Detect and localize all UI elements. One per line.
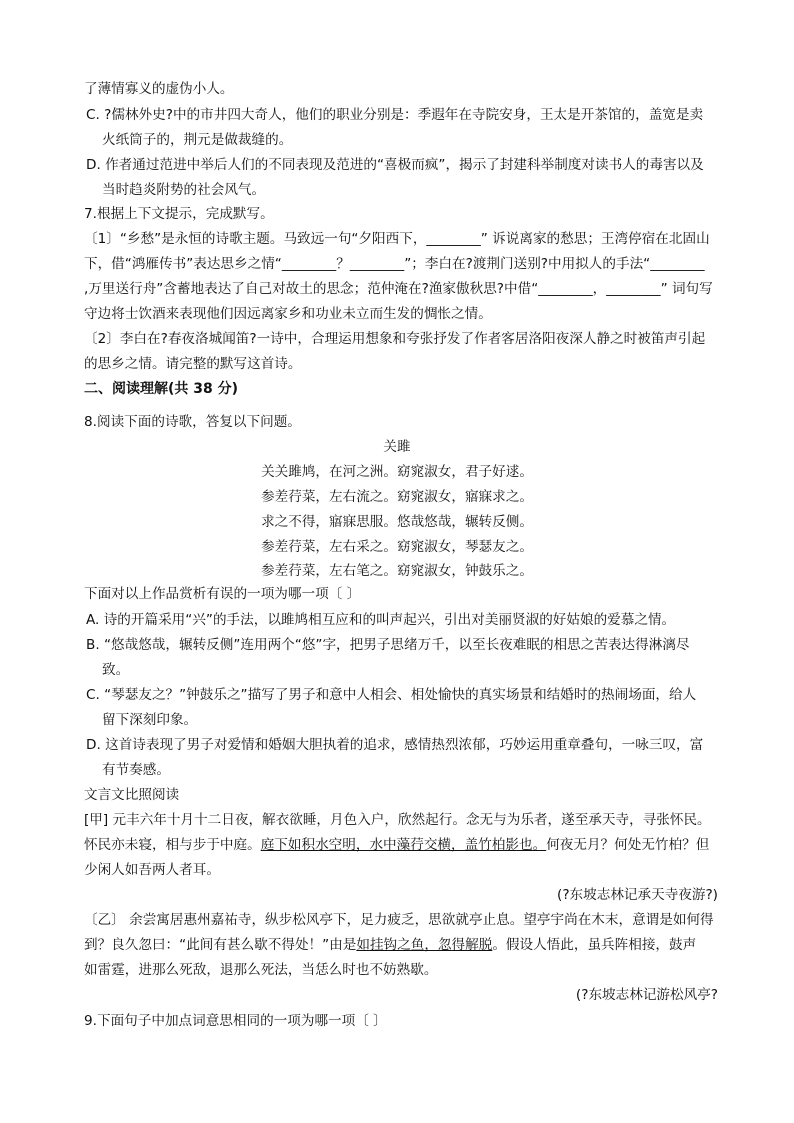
- poem-line: 参差荇菜，左右流之。窈窕淑女，寤寐求之。: [261, 489, 533, 505]
- option-b: B. “悠哉悠哉，辗转反侧”连用两个“悠”字，把男子思绪万千，以至长夜难眠的相思之苦表达得淋漓尽: [86, 637, 690, 653]
- option-a: A. 诗的开篇采用“兴”的手法，以雎鸠相互应和的叫声起兴，引出对美丽贤淑的好姑娘的爱慕之情。: [86, 612, 676, 628]
- passage-yi-line: 〔乙〕 余尝寓居惠州嘉祐寺，纵步松风亭下，足力疲乏，思欲就亭止息。望亭宇尚在木末，意谓是如何得: [84, 912, 714, 928]
- passage-yi-line: 如雷霆，进那么死敌，退那么死法，当恁么时也不妨熟歇。: [84, 962, 438, 978]
- question-7-part1: 〔1〕“乡愁”是永恒的诗歌主题。马致远一句“夕阳西下，________” 诉说离家的愁思；王湾停宿在北固山: [84, 231, 710, 247]
- passage-jia-source: (?东坡志林记承天寺夜游?): [557, 887, 718, 903]
- question-8-prompt: 下面对以上作品赏析有误的一项为哪一项〔 〕: [84, 586, 361, 602]
- poem-line: 求之不得，寤寐思服。悠哉悠哉，辗转反侧。: [261, 514, 533, 530]
- option-c-prev-cont: 火纸筒子的，荆元是做裁缝的。: [102, 132, 293, 148]
- option-c-cont: 留下深刻印象。: [102, 712, 198, 728]
- question-9-stem: 9.下面句子中加点词意思相同的一项为哪一项〔 〕: [84, 1013, 387, 1029]
- yi-text: 。假设人悟此，虽兵阵相接，鼓声: [492, 937, 697, 953]
- option-c: C. “琴瑟友之？”钟鼓乐之”描写了男子和意中人相会、相处愉快的真实场景和结婚时的热闹场面，给人: [86, 687, 697, 703]
- passage-jia-line: [甲] 元丰六年十月十二日夜，解衣欲睡，月色入户，欣然起行。念无与为乐者，遂至承天寺，寻张怀民。: [84, 812, 711, 828]
- question-8-stem: 8.阅读下面的诗歌，答复以下问题。: [84, 414, 301, 430]
- section-heading: 二、阅读理解(共 38 分): [84, 381, 239, 397]
- option-d-prev-cont: 当时趋炎附势的社会风气。: [102, 182, 266, 198]
- question-7-stem: 7.根据上下文提示，完成默写。: [84, 206, 274, 222]
- poem-line: 关关雎鸠，在河之洲。窈窕淑女，君子好逑。: [261, 464, 533, 480]
- option-b-cont: 致。: [102, 662, 130, 678]
- poem-title: 关雎: [383, 439, 411, 455]
- text-line: 了薄情寡义的虚伪小人。: [84, 81, 234, 97]
- passage-jia-line: [84, 835, 724, 857]
- jia-text: 何夜无月？何处无竹柏？但: [546, 837, 710, 853]
- jia-underlined-sentence: 庭下如积水空明，水中藻荇交横，盖竹柏影也。: [260, 837, 547, 853]
- classical-heading: 文言文比照阅读: [84, 787, 180, 803]
- passage-yi-line: [84, 935, 724, 957]
- question-7-part1-cont: ,万里送行舟”含蓄地表达了自己对故土的思念；范仲淹在?渔家傲秋思?中借“________，________” 词句写: [84, 281, 713, 297]
- jia-text: 怀民亦未寝，相与步于中庭。: [84, 837, 261, 853]
- yi-underlined-sentence: 如挂钩之鱼，忽得解脱: [356, 937, 493, 953]
- passage-jia-line: 少闲人如吾两人者耳。: [84, 862, 220, 878]
- option-d: D. 这首诗表现了男子对爱情和婚姻大胆执着的追求，感情热烈浓郁，巧妙运用重章叠句，一咏三叹，富: [86, 737, 704, 753]
- question-7-part1-cont: 下，借“鸿雁传书”表达思乡之情“________？________”；李白在?渡荆门送别?中用拟人的手法“________: [84, 256, 705, 272]
- yi-text: 到？良久忽曰：“此间有甚么歇不得处！”由是: [84, 937, 357, 953]
- poem-line: 参差荇菜，左右采之。窈窕淑女，琴瑟友之。: [261, 539, 533, 555]
- question-7-part2: 〔2〕李白在?春夜洛城闻笛?一诗中，合理运用想象和夸张抒发了作者客居洛阳夜深人静之时被笛声引起: [84, 331, 706, 347]
- passage-yi-source: (?东坡志林记游松风亭?: [575, 987, 718, 1003]
- option-d-cont: 有节奏感。: [102, 762, 170, 778]
- option-c-prev: C. ?儒林外史?中的市井四大奇人，他们的职业分别是：季遐年在寺院安身，王太是开茶馆的，盖宽是卖: [86, 107, 704, 123]
- question-7-part2-cont: 的思乡之情。请完整的默写这首诗。: [84, 356, 302, 372]
- question-7-part1-cont: 守边将士饮酒来表现他们因远离家乡和功业未立而生发的惆怅之情。: [84, 306, 492, 322]
- option-d-prev: D. 作者通过范进中举后人们的不同表现及范进的“喜极而疯”，揭示了封建科举制度对读书人的毒害以及: [86, 157, 704, 173]
- poem-line: 参差荇菜，左右笔之。窈窕淑女，钟鼓乐之。: [261, 563, 533, 579]
